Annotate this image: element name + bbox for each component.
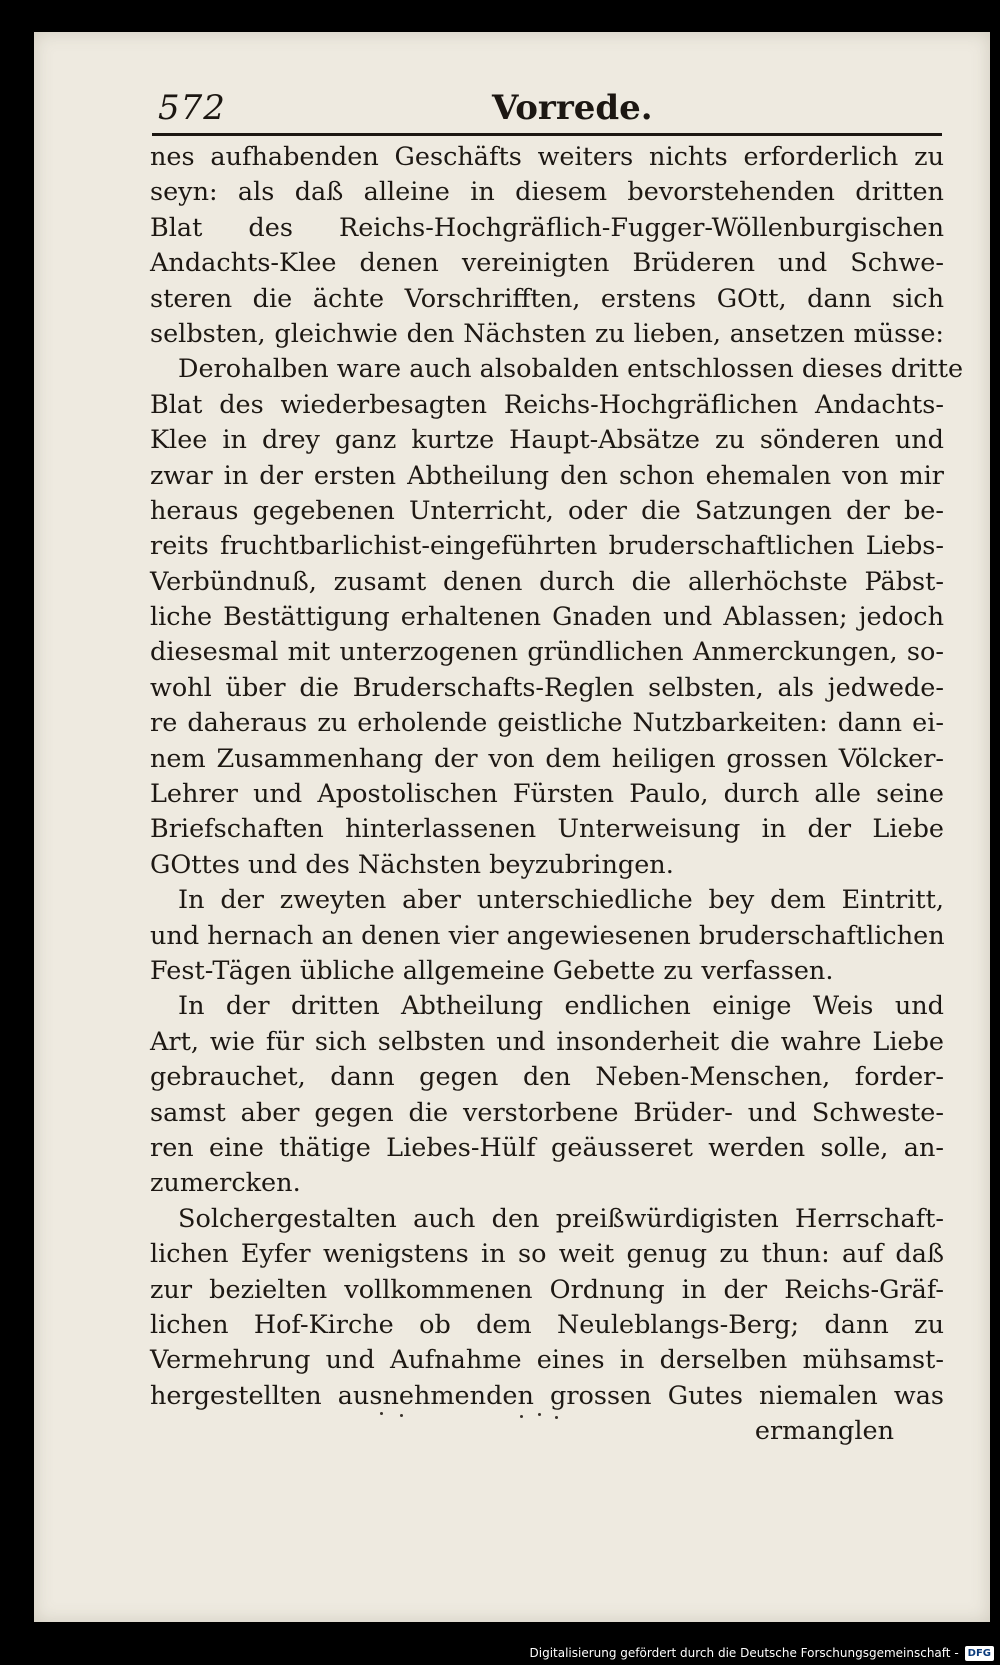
text-line: ren eine thätige Liebes-Hülf geäusseret werden solle, an- — [150, 1132, 944, 1163]
text-line: In der dritten Abtheilung endlichen einige Weis und — [178, 991, 944, 1022]
text-line: Art, wie für sich selbsten und insonderheit die wahre Liebe — [150, 1026, 944, 1057]
text-line: samst aber gegen die verstorbene Brüder- und Schweste- — [150, 1097, 944, 1128]
text-line: Lehrer und Apostolischen Fürsten Paulo, durch alle seine — [150, 779, 944, 810]
text-line: reits fruchtbarlichist-eingeführten bruderschaftlichen Liebs- — [150, 531, 944, 562]
ink-speck — [520, 1415, 523, 1418]
text-line: Andachts-Klee denen vereinigten Brüderen und Schwe- — [150, 248, 944, 279]
credit-text: Digitalisierung gefördert durch die Deutsche Forschungsgemeinschaft - — [529, 1646, 959, 1660]
text-line: Briefschaften hinterlassenen Unterweisung in der Liebe — [150, 814, 944, 845]
running-head: Vorrede. — [492, 88, 653, 128]
text-line: steren die ächte Vorschrifften, erstens GOtt, dann sich — [150, 283, 944, 314]
text-line: heraus gegebenen Unterricht, oder die Satzungen der be- — [150, 495, 944, 526]
ink-speck — [400, 1414, 403, 1417]
text-line: GOttes und des Nächsten beyzubringen. — [150, 849, 674, 880]
text-line: Solchergestalten auch den preißwürdigisten Herrschaft- — [178, 1203, 944, 1234]
ink-speck — [538, 1413, 541, 1416]
text-line: und hernach an denen vier angewiesenen bruderschaftlichen — [150, 920, 945, 951]
digitization-credit — [530, 1643, 995, 1663]
text-line: Blat des wiederbesagten Reichs-Hochgräflichen Andachts- — [150, 389, 944, 420]
text-line: nem Zusammenhang der von dem heiligen grossen Völcker- — [150, 743, 944, 774]
text-line: zur bezielten vollkommenen Ordnung in der Reichs-Gräf- — [150, 1274, 944, 1305]
text-line: lichen Eyfer wenigstens in so weit genug zu thun: auf daß — [150, 1239, 944, 1270]
text-line: zumercken. — [150, 1168, 301, 1199]
text-line: lichen Hof-Kirche ob dem Neuleblangs-Berg; dann zu — [150, 1309, 944, 1340]
text-line: zwar in der ersten Abtheilung den schon ehemalen von mir — [150, 460, 944, 491]
text-line: nes aufhabenden Geschäfts weiters nichts erforderlich zu — [150, 142, 944, 172]
text-line: seyn: als daß alleine in diesem bevorstehenden dritten — [150, 177, 944, 208]
text-line: diesesmal mit unterzogenen gründlichen Anmerckungen, so- — [150, 637, 944, 668]
text-line: Vermehrung und Aufnahme eines in derselben mühsamst- — [150, 1345, 944, 1376]
text-line: Verbündnuß, zusamt denen durch die allerhöchste Päbst- — [150, 566, 944, 597]
ink-speck — [555, 1416, 558, 1419]
ink-speck — [380, 1412, 383, 1415]
text-line: gebrauchet, dann gegen den Neben-Menschen, forder- — [150, 1062, 944, 1093]
text-line: selbsten, gleichwie den Nächsten zu lieben, ansetzen müsse: — [150, 318, 944, 349]
text-line: Fest-Tägen übliche allgemeine Gebette zu verfassen. — [150, 955, 834, 986]
text-line: Blat des Reichs-Hochgräflich-Fugger-Wöllenburgischen — [150, 212, 944, 243]
body-text — [150, 140, 964, 1449]
dfg-logo: DFG — [965, 1646, 994, 1661]
header-rule — [152, 133, 942, 136]
text-line: re daheraus zu erholende geistliche Nutzbarkeiten: dann ei- — [150, 708, 944, 739]
text-line: wohl über die Bruderschafts-Reglen selbsten, als jedwede- — [150, 672, 944, 703]
text-line: In der zweyten aber unterschiedliche bey dem Eintritt, — [178, 885, 944, 916]
text-line: Derohalben ware auch alsobalden entschlossen dieses dritte — [178, 354, 964, 385]
catchword: ermanglen — [754, 1416, 894, 1447]
ink-specks — [370, 1410, 570, 1420]
text-line: hergestellten ausnehmenden grossen Gutes niemalen was — [150, 1380, 944, 1411]
text-line: liche Bestättigung erhaltenen Gnaden und Ablassen; jedoch — [150, 602, 944, 633]
page-header — [152, 88, 942, 134]
page-number: 572 — [158, 88, 226, 128]
text-line: Klee in drey ganz kurtze Haupt-Absätze zu sönderen und — [150, 425, 944, 456]
